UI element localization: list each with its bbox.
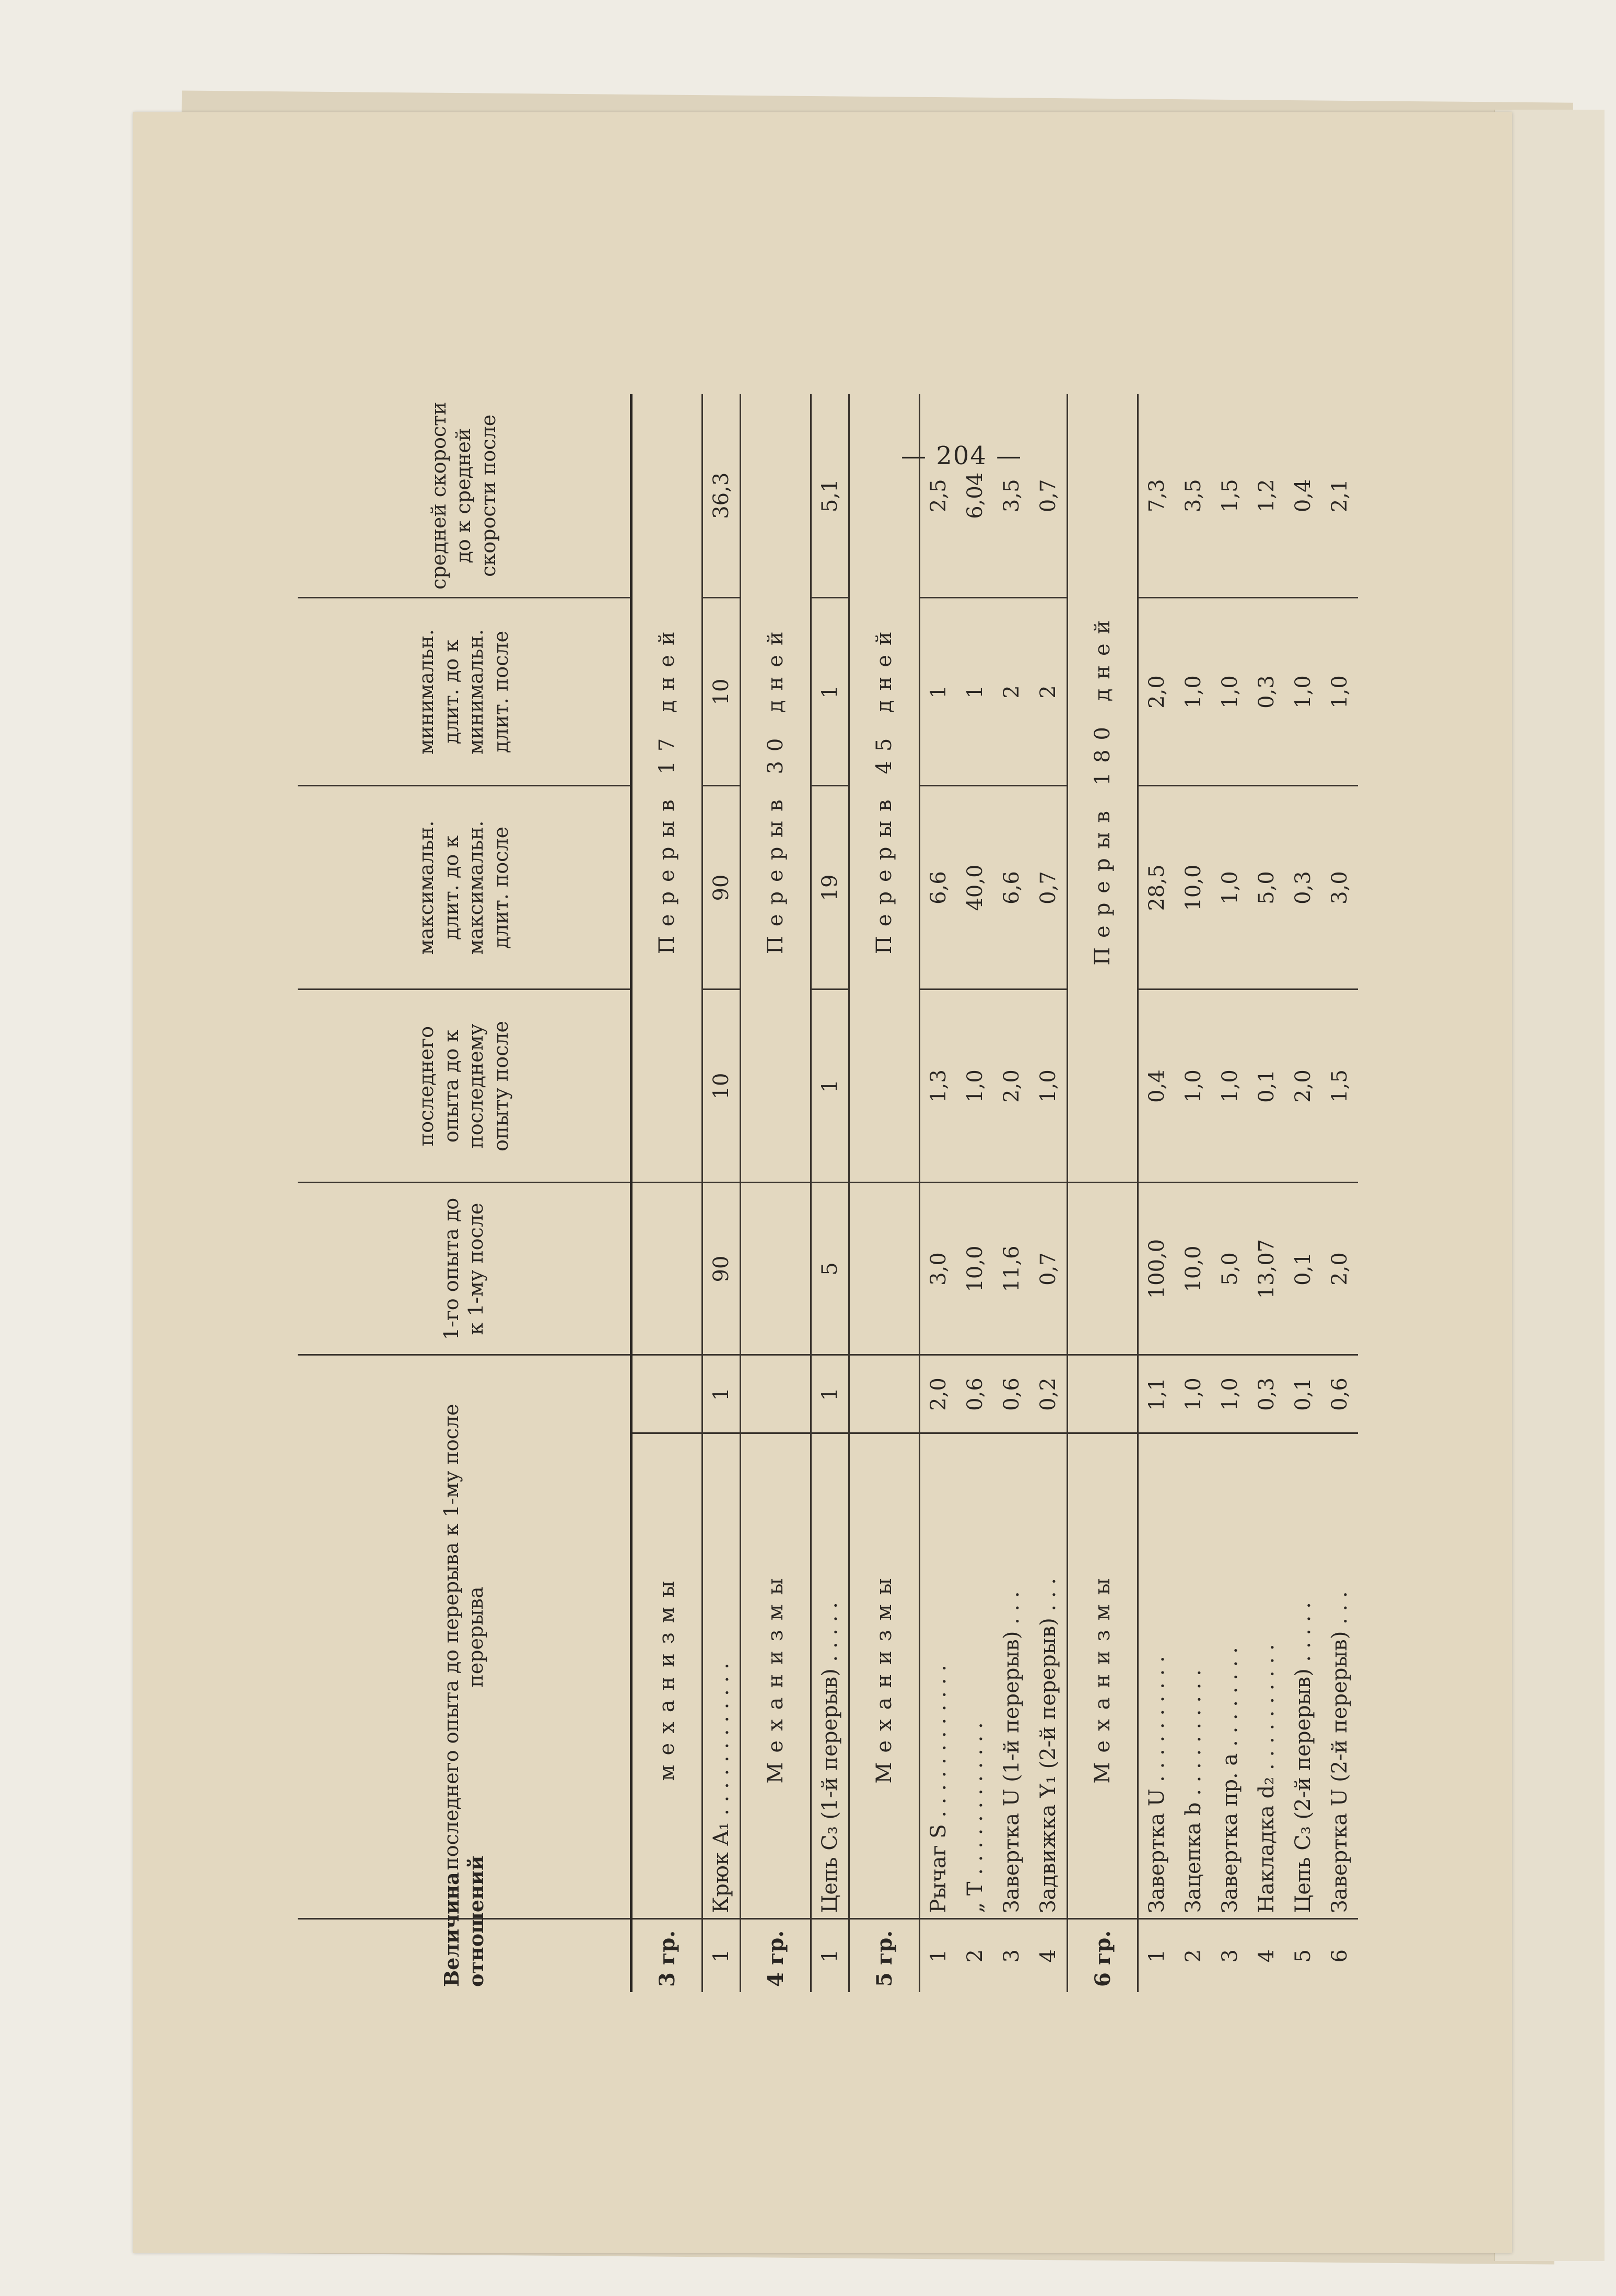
cell-v0: 1,1 — [1138, 1355, 1176, 1433]
row-number: 2 — [963, 1949, 987, 1963]
header-c4: минимальн. длит. до к минимальн. длит. после — [298, 598, 631, 786]
table-row — [1248, 394, 1285, 1992]
interval-label: Перерыв 30 дней — [741, 394, 811, 1183]
table-row — [1175, 394, 1212, 1992]
cell-v3: 90 — [702, 786, 741, 990]
cell-v4: 1 — [920, 598, 957, 786]
header-c2: последнего опыта до к последнему опыту после — [298, 990, 631, 1183]
header-corner: Величина отношений — [298, 1919, 631, 1992]
cell-v1: 100,0 — [1138, 1183, 1176, 1355]
table-row — [1212, 394, 1248, 1992]
cell-v5: 2,1 — [1321, 394, 1358, 598]
cell-v3: 0,7 — [1030, 786, 1068, 990]
rotated-table — [298, 394, 1358, 1992]
cell-v2: 1,3 — [920, 990, 957, 1183]
cell-v1: 2,0 — [1321, 1183, 1358, 1355]
cell-v4: 2 — [993, 598, 1030, 786]
group-label: 3 гр. — [631, 1919, 702, 1992]
row-name: Цепь C₃ (1-й перерыв) . . . . . — [811, 1433, 849, 1919]
row-number: 4 — [1255, 1949, 1279, 1963]
cell-v0: 0,2 — [1030, 1355, 1068, 1433]
group-label: 4 гр. — [741, 1919, 811, 1992]
cell-v3: 0,3 — [1285, 786, 1321, 990]
row-name: Завертка U (2-й перерыв) . . . — [1321, 1433, 1358, 1919]
row-name: Цепь C₃ (2-й перерыв) . . . . . — [1285, 1433, 1321, 1919]
cell-v4: 1,0 — [1175, 598, 1212, 786]
row-number: 1 — [920, 1919, 957, 1992]
cell-v1: 0,7 — [1030, 1183, 1068, 1355]
row-name: „ T . . . . . . . . . . . . — [957, 1433, 993, 1919]
cell-v2: 0,4 — [1138, 990, 1176, 1183]
row-name: Завертка U . . . . . . . . . . — [1138, 1433, 1176, 1919]
cell-v4: 0,3 — [1248, 598, 1285, 786]
header-c3: максимальн. длит. до к максимальн. длит. после — [298, 786, 631, 990]
row-number: 3 — [1218, 1949, 1242, 1963]
row-number: 2 — [1181, 1949, 1205, 1963]
interval-label: Перерыв 180 дней — [1068, 394, 1138, 1183]
cell-v5: 3,5 — [993, 394, 1030, 598]
row-name: Завертка U (1-й перерыв) . . . — [993, 1433, 1030, 1919]
table-row — [1285, 394, 1321, 1992]
cell-v4: 2 — [1030, 598, 1068, 786]
cell-v0: 1,0 — [1212, 1355, 1248, 1433]
cell-v1: 13,07 — [1248, 1183, 1285, 1355]
cell-v5: 0,4 — [1285, 394, 1321, 598]
header-c5: средней скорости до к средней скорости после — [298, 394, 631, 598]
table-row — [1321, 394, 1358, 1992]
cell-v0: 0,6 — [1321, 1355, 1358, 1433]
cell-v4: 1,0 — [1321, 598, 1358, 786]
cell-v5: 1,2 — [1248, 394, 1285, 598]
group-header-row — [741, 394, 811, 1992]
cell-v3: 1,0 — [1212, 786, 1248, 990]
table-row — [702, 394, 741, 1992]
header-name-col: последнего опыта до перерыва к 1-му после перерыва — [298, 1355, 631, 1919]
group-label: 6 гр. — [1068, 1919, 1138, 1992]
row-number: 6 — [1328, 1949, 1352, 1963]
cell-v5: 2,5 — [920, 394, 957, 598]
group-header-row — [849, 394, 920, 1992]
cell-v2: 2,0 — [1285, 990, 1321, 1183]
cell-v4: 2,0 — [1138, 598, 1176, 786]
row-number: 1 — [811, 1919, 849, 1992]
cell-v0: 0,3 — [1248, 1355, 1285, 1433]
section-label: Механизмы — [1068, 1433, 1138, 1919]
section-label: Механизмы — [849, 1433, 920, 1919]
cell-v5: 7,3 — [1138, 394, 1176, 598]
cell-v3: 3,0 — [1321, 786, 1358, 990]
cell-v2: 1,0 — [1030, 990, 1068, 1183]
row-number: 1 — [1138, 1919, 1176, 1992]
cell-v2: 2,0 — [993, 990, 1030, 1183]
cell-v3: 6,6 — [920, 786, 957, 990]
row-number: 3 — [1000, 1949, 1024, 1963]
row-number: 1 — [702, 1919, 741, 1992]
cell-v3: 28,5 — [1138, 786, 1176, 990]
cell-v0: 0,1 — [1285, 1355, 1321, 1433]
cell-v0: 2,0 — [920, 1355, 957, 1433]
row-name: Завертка пр. a . . . . . . . . — [1212, 1433, 1248, 1919]
cell-v0: 1 — [702, 1355, 741, 1433]
table-row — [993, 394, 1030, 1992]
cell-v0: 0,6 — [957, 1355, 993, 1433]
cell-v1: 11,6 — [993, 1183, 1030, 1355]
cell-v1: 90 — [702, 1183, 741, 1355]
cell-v1: 3,0 — [920, 1183, 957, 1355]
cell-v2: 10 — [702, 990, 741, 1183]
row-number: 5 — [1291, 1949, 1315, 1963]
cell-v2: 1,0 — [957, 990, 993, 1183]
cell-v2: 1,0 — [1212, 990, 1248, 1183]
cell-v5: 3,5 — [1175, 394, 1212, 598]
cell-v1: 5 — [811, 1183, 849, 1355]
cell-v3: 40,0 — [957, 786, 993, 990]
table-row — [811, 394, 849, 1992]
section-label: Механизмы — [741, 1433, 811, 1919]
cell-v3: 19 — [811, 786, 849, 990]
table-row — [1138, 394, 1176, 1992]
cell-v4: 10 — [702, 598, 741, 786]
table-row — [1030, 394, 1068, 1992]
cell-v1: 0,1 — [1285, 1183, 1321, 1355]
cell-v5: 0,7 — [1030, 394, 1068, 598]
cell-v4: 1 — [957, 598, 993, 786]
cell-v1: 10,0 — [957, 1183, 993, 1355]
cell-v0: 1 — [811, 1355, 849, 1433]
interval-label: Перерыв 17 дней — [631, 394, 702, 1183]
section-label: механизмы — [631, 1433, 702, 1919]
data-table — [298, 394, 1358, 1992]
table-header-row — [298, 394, 631, 1992]
cell-v4: 1,0 — [1212, 598, 1248, 786]
row-name: Зацепка b . . . . . . . . . . — [1175, 1433, 1212, 1919]
interval-label: Перерыв 45 дней — [849, 394, 920, 1183]
row-number: 4 — [1036, 1949, 1060, 1963]
cell-v2: 1,5 — [1321, 990, 1358, 1183]
cell-v1: 10,0 — [1175, 1183, 1212, 1355]
table-row — [957, 394, 993, 1992]
page-number: — 204 — — [901, 441, 1023, 470]
group-header-row — [631, 394, 702, 1992]
cell-v2: 0,1 — [1248, 990, 1285, 1183]
cell-v2: 1,0 — [1175, 990, 1212, 1183]
group-label: 5 гр. — [849, 1919, 920, 1992]
cell-v5: 1,5 — [1212, 394, 1248, 598]
cell-v4: 1,0 — [1285, 598, 1321, 786]
cell-v3: 10,0 — [1175, 786, 1212, 990]
cell-v4: 1 — [811, 598, 849, 786]
cell-v1: 5,0 — [1212, 1183, 1248, 1355]
cell-v2: 1 — [811, 990, 849, 1183]
row-name: Задвижка Y₁ (2-й перерыв) . . . — [1030, 1433, 1068, 1919]
header-c1: 1-го опыта до к 1-му после — [298, 1183, 631, 1355]
cell-v0: 0,6 — [993, 1355, 1030, 1433]
table-row — [920, 394, 957, 1992]
cell-v0: 1,0 — [1175, 1355, 1212, 1433]
cell-v5: 36,3 — [702, 394, 741, 598]
row-name: Рычаг S . . . . . . . . . . . . — [920, 1433, 957, 1919]
cell-v3: 5,0 — [1248, 786, 1285, 990]
row-name: Крюк A₁ . . . . . . . . . . . . — [702, 1433, 741, 1919]
cell-v5: 6,04 — [957, 394, 993, 598]
cell-v5: 5,1 — [811, 394, 849, 598]
cell-v3: 6,6 — [993, 786, 1030, 990]
row-name: Накладка d₂ . . . . . . . . . . — [1248, 1433, 1285, 1919]
group-header-row — [1068, 394, 1138, 1992]
